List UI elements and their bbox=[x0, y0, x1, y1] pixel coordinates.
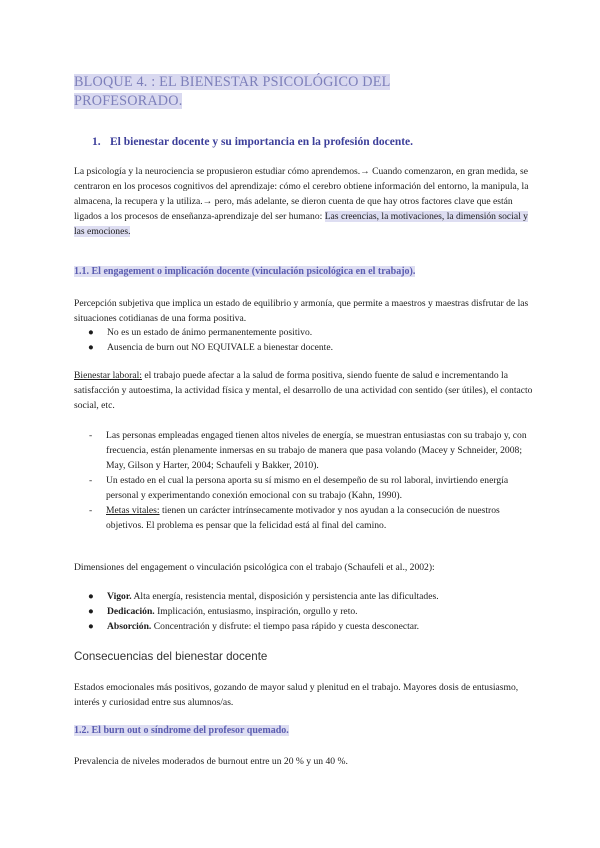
list-item: - Metas vitales: tienen un carácter intrínsecamente motivador y nos ayudan a la consecución de nuestros objetivos. El problema es pensar que la felicidad está al final del camino. bbox=[89, 505, 500, 531]
subsection-1-2-heading: 1.2. El burn out o síndrome del profesor quemado. bbox=[74, 725, 289, 736]
consecuencias-heading: Consecuencias del bienestar docente bbox=[74, 650, 268, 663]
list-item: ● Ausencia de burn out NO EQUIVALE a bienestar docente. bbox=[88, 342, 334, 353]
list-item: ● Dedicación. Implicación, entusiasmo, inspiración, orgullo y reto. bbox=[88, 606, 358, 617]
intro-text: La psicología y la neurociencia se propusieron estudiar cómo aprendemos.→ Cuando comenzaron, en gran medida, se centraron en los procesos cognitivos del aprendizaje: cómo el cerebro obtiene información del entorno, la manipula, la almacena, la recupera y la utiliza.→ pero, más adelante, se dieron cuenta de que hay otros factores clave que están ligados a los procesos de enseñanza-aprendizaje del ser humano: bbox=[74, 166, 529, 222]
engagement-definition: Percepción subjetiva que implica un estado de equilibrio y armonía, que permite a maestros y maestras disfrutar de las situaciones cotidianas de una forma positiva. bbox=[74, 298, 529, 324]
list-item: ● Vigor. Alta energía, resistencia mental, disposición y persistencia ante las dificultades. bbox=[88, 591, 439, 602]
intro-paragraph bbox=[74, 164, 534, 239]
dimensiones-list bbox=[74, 589, 534, 634]
list-item: - Las personas empleadas engaged tienen altos niveles de energía, se muestran entusiastas con su trabajo y, con frecuencia, están plenamente inmersas en su trabajo de manera que pasa volando (Macey y Schneider, 2008; May, Gilson y Harter, 2004; Schaufeli y Bakker, 2010). bbox=[89, 430, 527, 471]
list-item: ● No es un estado de ánimo permanentemente positivo. bbox=[88, 327, 313, 338]
subsection-1-1-heading: 1.1. El engagement o implicación docente (vinculación psicológica en el trabajo). bbox=[74, 266, 416, 277]
list-item: - Un estado en el cual la persona aporta su sí mismo en el desempeño de su rol laboral, invirtiendo energía personal y experimentando conexión emocional con su trabajo (Kahn, 1990). bbox=[89, 475, 509, 501]
bienestar-laboral-label: Bienestar laboral: bbox=[74, 370, 142, 381]
intro-highlight: Las creencias, la motivaciones, la dimensión social y las emociones. bbox=[74, 211, 528, 237]
engagement-dash-list bbox=[74, 428, 534, 533]
prevalencia-paragraph: Prevalencia de niveles moderados de burnout entre un 20 % y un 40 %. bbox=[74, 756, 348, 767]
section-1-number: 1. bbox=[92, 136, 101, 148]
list-item: ● Absorción. Concentración y disfrute: el tiempo pasa rápido y cuesta desconectar. bbox=[88, 621, 420, 632]
engagement-bullet-list bbox=[74, 325, 534, 355]
bienestar-laboral-paragraph: Bienestar laboral: el trabajo puede afectar a la salud de forma positiva, siendo fuente de salud e incrementando la satisfacción y autoestima, la actividad física y mental, el desarrollo de una actividad con sentido (ser útiles), el contacto social, etc. bbox=[74, 370, 533, 411]
section-1-heading bbox=[92, 136, 413, 148]
dimensiones-intro: Dimensiones del engagement o vinculación psicológica con el trabajo (Schaufeli et al., 2002): bbox=[74, 562, 435, 573]
section-1-title: El bienestar docente y su importancia en la profesión docente. bbox=[110, 136, 414, 148]
page-title: BLOQUE 4. : EL BIENESTAR PSICOLÓGICO DEL PROFESORADO. bbox=[74, 74, 391, 109]
consecuencias-paragraph: Estados emocionales más positivos, gozando de mayor salud y plenitud en el trabajo. Mayores dosis de entusiasmo, interés y curiosidad entre sus alumnos/as. bbox=[74, 682, 519, 708]
